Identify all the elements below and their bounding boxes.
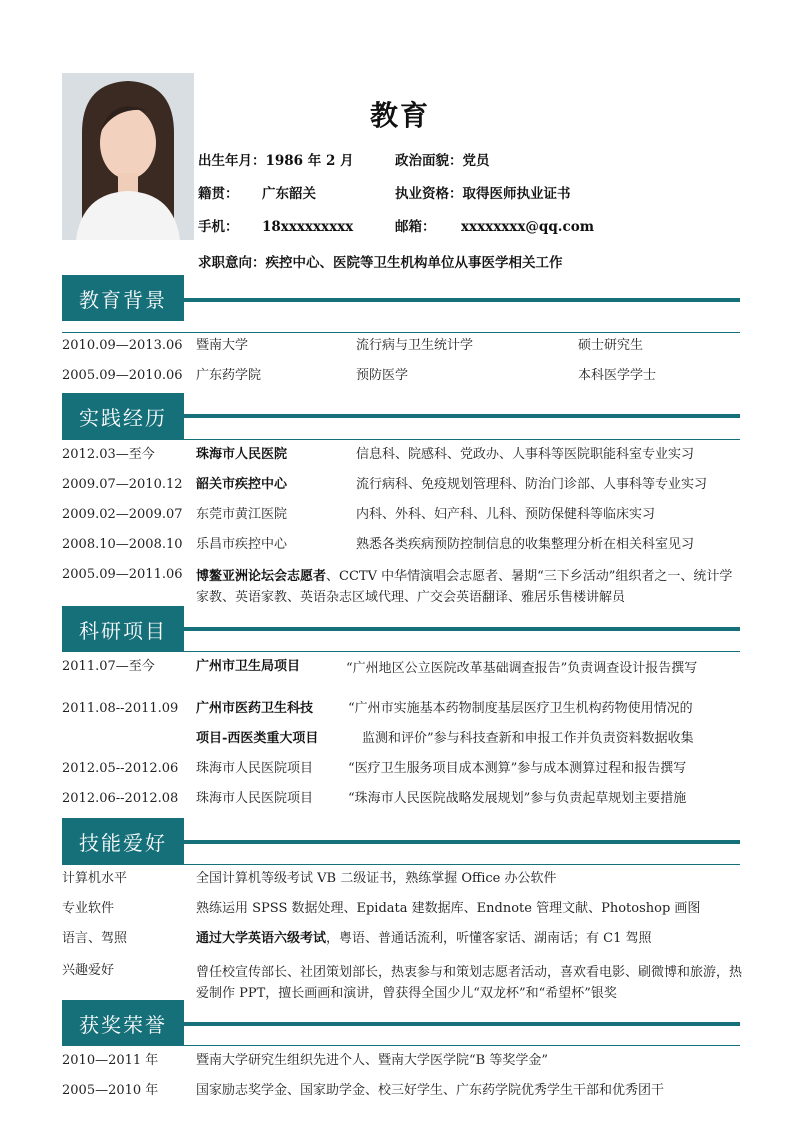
research-org: 珠海市人民医院项目 [196, 761, 314, 776]
practice-volunteer-entry [196, 566, 744, 608]
phone-value: 18xxxxxxxxx [262, 219, 354, 235]
practice-desc: 内科、外科、妇产科、儿科、预防保健科等临床实习 [356, 507, 656, 522]
section-header-research: 科研项目 [62, 606, 184, 652]
section-underline [62, 439, 740, 440]
research-desc: “珠海市人民医院战略发展规划”参与负责起草规划主要措施 [348, 791, 687, 806]
section-underline [62, 864, 740, 865]
skill-text: 熟练运用 SPSS 数据处理、Epidata 建数据库、Endnote 管理文献、Photoshop 画图 [196, 901, 701, 916]
research-desc: “医疗卫生服务项目成本测算”参与成本测算过程和报告撰写 [348, 761, 687, 776]
phone-info [198, 215, 353, 235]
email-info [395, 215, 594, 235]
section-divider [184, 627, 740, 631]
edu-degree: 硕士研究生 [578, 338, 644, 353]
birth-value: 1986 年 2 月 [265, 153, 354, 169]
skill-text: 曾任校宣传部长、社团策划部长，热衷参与和策划志愿者活动，喜欢看电影、刷微博和旅游，热爱制作 PPT，擅长画画和演讲，曾获得全国少儿“双龙杯”和“希望杯”银奖 [196, 965, 743, 1001]
section-divider [184, 414, 740, 418]
section-header-practice: 实践经历 [62, 393, 184, 439]
award-text: 暨南大学研究生组织先进个人、暨南大学医学院“B 等奖学金” [196, 1053, 548, 1068]
birth-label: 出生年月： [198, 153, 266, 169]
practice-org: 韶关市疾控中心 [196, 477, 288, 492]
award-date: 2010—2011 年 [62, 1053, 159, 1068]
practice-desc: 、CCTV 中华情演唱会志愿者、暑期“三下乡活动”组织者之一、统计学家教、英语家教、英语杂志区域代理、广交会英语翻译、雅居乐售楼讲解员 [196, 569, 733, 605]
practice-date: 2009.07—2010.12 [62, 477, 183, 492]
origin-info [198, 182, 316, 202]
email-label: 邮箱： [395, 219, 436, 235]
section-divider [184, 298, 740, 302]
skill-text: 全国计算机等级考试 VB 二级证书，熟练掌握 Office 办公软件 [196, 871, 557, 886]
edu-date: 2010.09—2013.06 [62, 338, 183, 353]
skill-label: 专业软件 [62, 901, 115, 916]
section-underline [62, 1045, 740, 1046]
edu-date: 2005.09—2010.06 [62, 368, 183, 383]
politics-value: 党员 [462, 153, 490, 169]
research-org: 珠海市人民医院项目 [196, 791, 314, 806]
edu-major: 预防医学 [356, 368, 409, 383]
practice-org: 博鳌亚洲论坛会志愿者 [196, 569, 327, 584]
research-date: 2012.05--2012.06 [62, 761, 179, 776]
practice-desc: 熟悉各类疾病预防控制信息的收集整理分析在相关科室见习 [356, 537, 695, 552]
email-value: xxxxxxxx@qq.com [461, 219, 594, 235]
edu-major: 流行病与卫生统计学 [356, 338, 474, 353]
skill-label: 兴趣爱好 [62, 963, 115, 978]
research-date: 2011.07—至今 [62, 659, 155, 674]
research-desc: “广州市实施基本药物制度基层医疗卫生机构药物使用情况的 [348, 701, 693, 716]
section-underline [62, 332, 740, 333]
intent-label: 求职意向： [198, 255, 266, 271]
skill-text: ，粤语、普通话流利，听懂客家话、湖南话；有 C1 驾照 [326, 931, 652, 946]
politics-label: 政治面貌： [395, 153, 463, 169]
award-text: 国家励志奖学金、国家助学金、校三好学生、广东药学院优秀学生干部和优秀团干 [196, 1083, 665, 1098]
edu-school: 暨南大学 [196, 338, 249, 353]
practice-date: 2008.10—2008.10 [62, 537, 183, 552]
practice-date: 2005.09—2011.06 [62, 567, 183, 582]
skill-language-entry [196, 930, 652, 948]
research-org: 广州市医药卫生科技 [196, 701, 314, 716]
section-header-education: 教育背景 [62, 275, 184, 321]
research-date: 2012.06--2012.08 [62, 791, 179, 806]
birth-info [198, 149, 354, 169]
practice-org: 乐昌市疾控中心 [196, 537, 288, 552]
skill-label: 语言、驾照 [62, 931, 128, 946]
research-date: 2011.08--2011.09 [62, 701, 179, 716]
politics-info [395, 149, 490, 169]
section-header-skills: 技能爱好 [62, 818, 184, 864]
qualification-info [395, 182, 571, 202]
skill-bold: 通过大学英语六级考试 [196, 931, 327, 946]
intent-value: 疾控中心、医院等卫生机构单位从事医学相关工作 [265, 255, 563, 271]
edu-school: 广东药学院 [196, 368, 262, 383]
section-underline [62, 651, 740, 652]
practice-org: 珠海市人民医院 [196, 447, 288, 462]
origin-value: 广东韶关 [262, 186, 316, 202]
section-divider [184, 840, 740, 844]
research-org: 广州市卫生局项目 [196, 659, 301, 674]
award-date: 2005—2010 年 [62, 1083, 159, 1098]
resume-name: 教育 [369, 99, 430, 132]
section-divider [184, 1022, 740, 1026]
edu-degree: 本科医学学士 [578, 368, 657, 383]
practice-date: 2012.03—至今 [62, 447, 155, 462]
research-desc: 监测和评价”参与科技查新和申报工作并负责资料数据收集 [362, 731, 694, 746]
job-intent [198, 251, 563, 271]
origin-label: 籍贯： [198, 186, 239, 202]
practice-desc: 信息科、院感科、党政办、人事科等医院职能科室专业实习 [356, 447, 695, 462]
practice-org: 东莞市黄江医院 [196, 507, 288, 522]
practice-desc: 流行病科、免疫规划管理科、防治门诊部、人事科等专业实习 [356, 477, 708, 492]
qualification-label: 执业资格： [395, 186, 463, 202]
qualification-value: 取得医师执业证书 [462, 186, 571, 202]
research-org: 项目-西医类重大项目 [196, 731, 319, 746]
phone-label: 手机： [198, 219, 239, 235]
skill-label: 计算机水平 [62, 871, 128, 886]
research-desc: “广州地区公立医院改革基础调查报告”负责调查设计报告撰写 [346, 661, 698, 676]
section-header-awards: 获奖荣誉 [62, 1000, 184, 1046]
practice-date: 2009.02—2009.07 [62, 507, 183, 522]
